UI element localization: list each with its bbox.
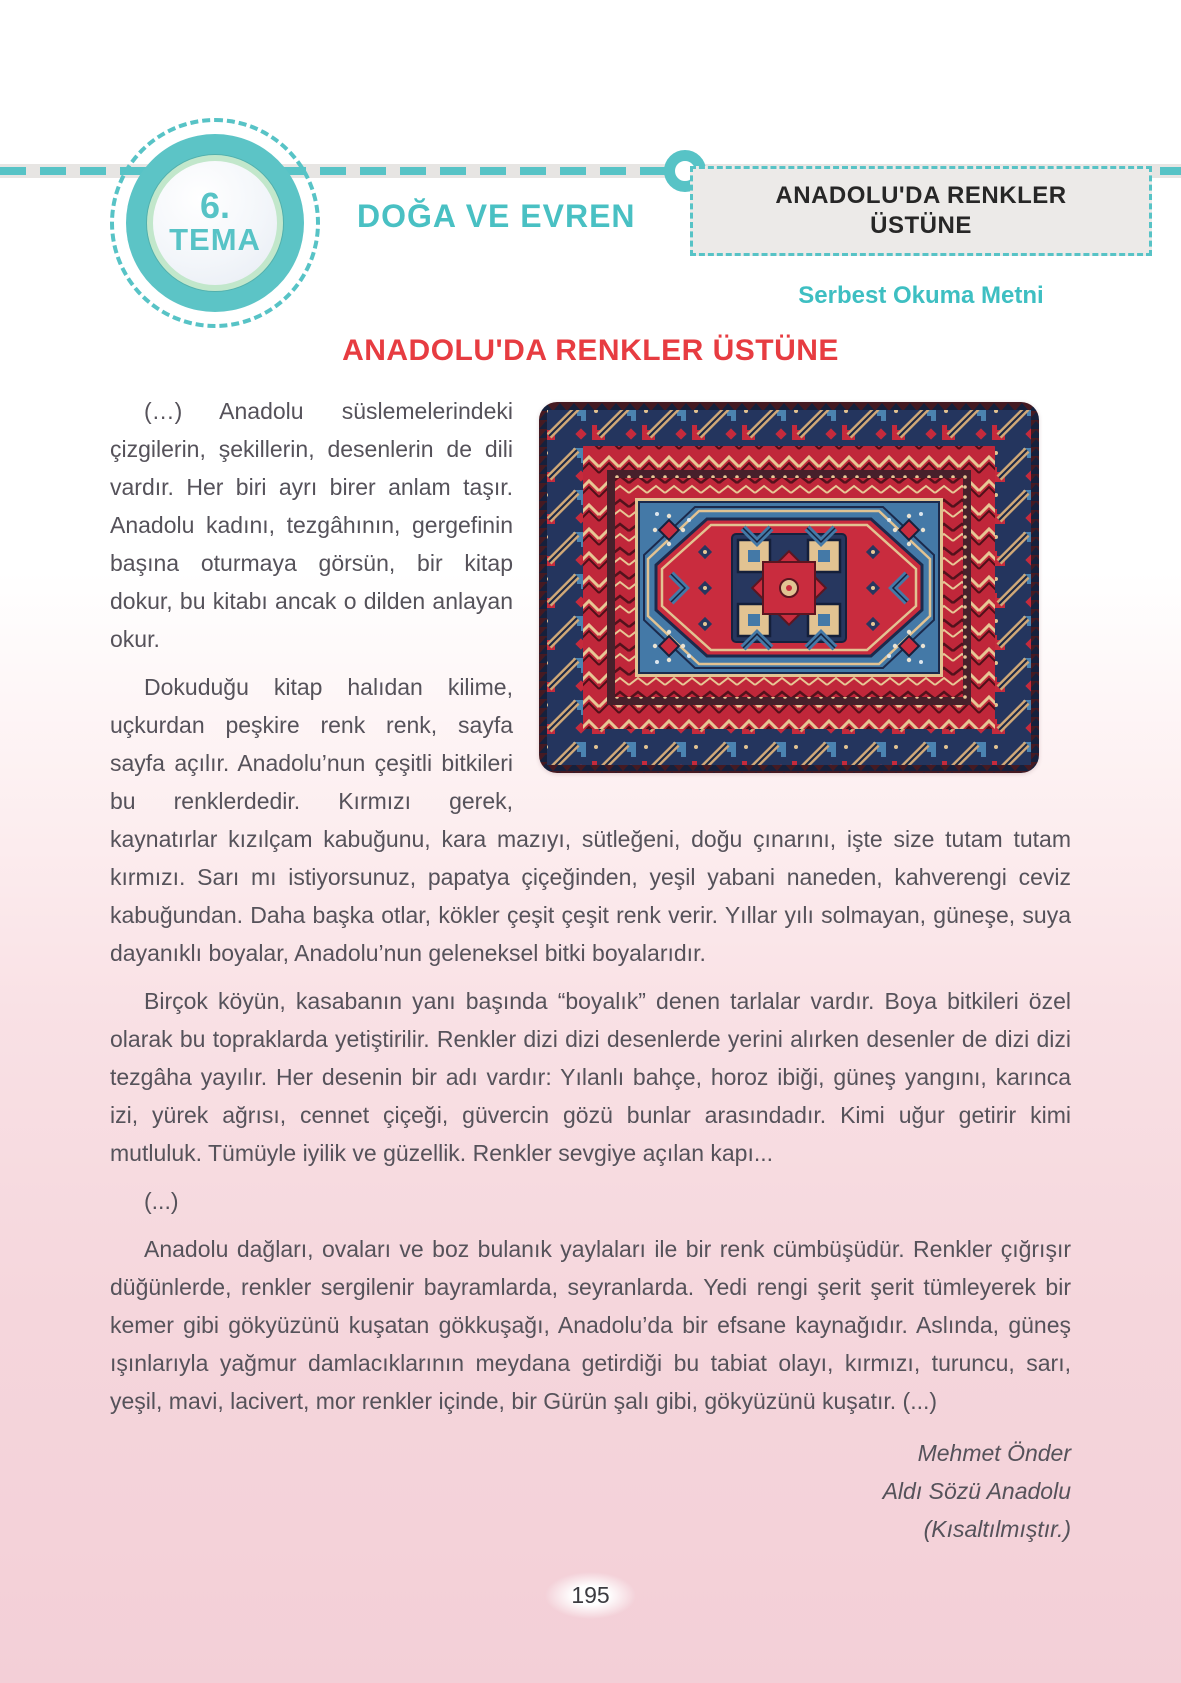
kilim-carpet-svg <box>539 402 1039 773</box>
text-title-line1: ANADOLU'DA RENKLER <box>775 182 1067 209</box>
paragraph-2: Dokuduğu kitap halıdan kilime, uçkurdan peşkire renk renk, sayfa sayfa açılır. Anadolu’nun çeşitli bitkileri bu renklerdedir. Kırmızı gerek, kaynatırlar kızılçam kabuğunu, kara mazıyı, sütleğeni, doğu çınarını, işte size tutam tutam kırmızı. Sarı mı istiyorsunuz, papatya çiçeğinden, yeşil yabani naneden, kahverengi ceviz kabuğundan. Daha başka otlar, kökler çeşit çeşit renk verir. Yıllar yılı solmayan, güneşe, suya dayanıklı boyalar, Anadolu’nun geleneksel bitki boyalarıdır. <box>110 674 1071 966</box>
page-number: 195 <box>545 1572 635 1619</box>
paragraph-4: Anadolu dağları, ovaları ve boz bulanık yaylaları ile bir renk cümbüşüdür. Renkler çığrışır düğünlerde, renkler sergilenir bayramlarda, seyranlarda. Yedi rengi şerit şerit tümleyerek bir kemer gibi gökyüzünü kuşatan gökkuşağı, Anadolu’da bir efsane kaynağıdır. Aslında, güneş ışınlarıyla yağmur damlacıklarının meydana getirdiği bu tabiat olayı, kırmızı, turuncu, sarı, yeşil, mavi, lacivert, mor renkler içinde, bir Gürün şalı gibi, gökyüzünü kuşatır. (...) <box>110 1236 1071 1414</box>
attribution-author: Mehmet Önder <box>917 1440 1071 1466</box>
kilim-carpet-image <box>539 402 1039 773</box>
article-body <box>110 392 1071 1548</box>
page-number-row <box>0 1572 1181 1619</box>
article-title: ANADOLU'DA RENKLER ÜSTÜNE <box>342 334 839 367</box>
theme-badge <box>147 155 283 291</box>
ellipsis-line: (...) <box>144 1188 179 1214</box>
text-title-line2: ÜSTÜNE <box>870 212 972 239</box>
paragraph-1: (…) Anadolu süslemelerindeki çizgilerin, şekillerin, desenlerin de dili vardır. Her biri ayrı birer anlam taşır. Anadolu kadını, tezgâhının, gergefinin başına oturmaya görsün, bir kitap dokur, bu kitabı ancak o dilden anlayan okur. <box>110 398 513 652</box>
attribution-note: (Kısaltılmıştır.) <box>923 1516 1071 1542</box>
reading-type-subtitle: Serbest Okuma Metni <box>798 282 1044 309</box>
attribution-work: Aldı Sözü Anadolu <box>882 1478 1071 1504</box>
attribution <box>110 1434 1071 1548</box>
theme-number: 6. <box>199 185 231 226</box>
theme-label: TEMA <box>169 222 261 257</box>
article <box>110 334 1071 1548</box>
paragraph-3: Birçok köyün, kasabanın yanı başında “boyalık” denen tarlalar vardır. Boya bitkileri özel olarak bu topraklarda yetiştirilir. Renkler dizi dizi desenlerde yerini alırken desenler de dizi dizi tezgâha yayılır. Her desenin bir adı vardır: Yılanlı bahçe, horoz ibiği, güneş yangını, karınca izi, yürek ağrısı, cennet çiçeği, güvercin gözü bunlar arasındadır. Kimi uğur getirir kimi mutluluk. Tümüyle iyilik ve güzellik. Renkler sevgiye açılan kapı... <box>110 988 1071 1166</box>
theme-title: DOĞA VE EVREN <box>357 198 636 234</box>
text-title-box <box>690 166 1152 256</box>
